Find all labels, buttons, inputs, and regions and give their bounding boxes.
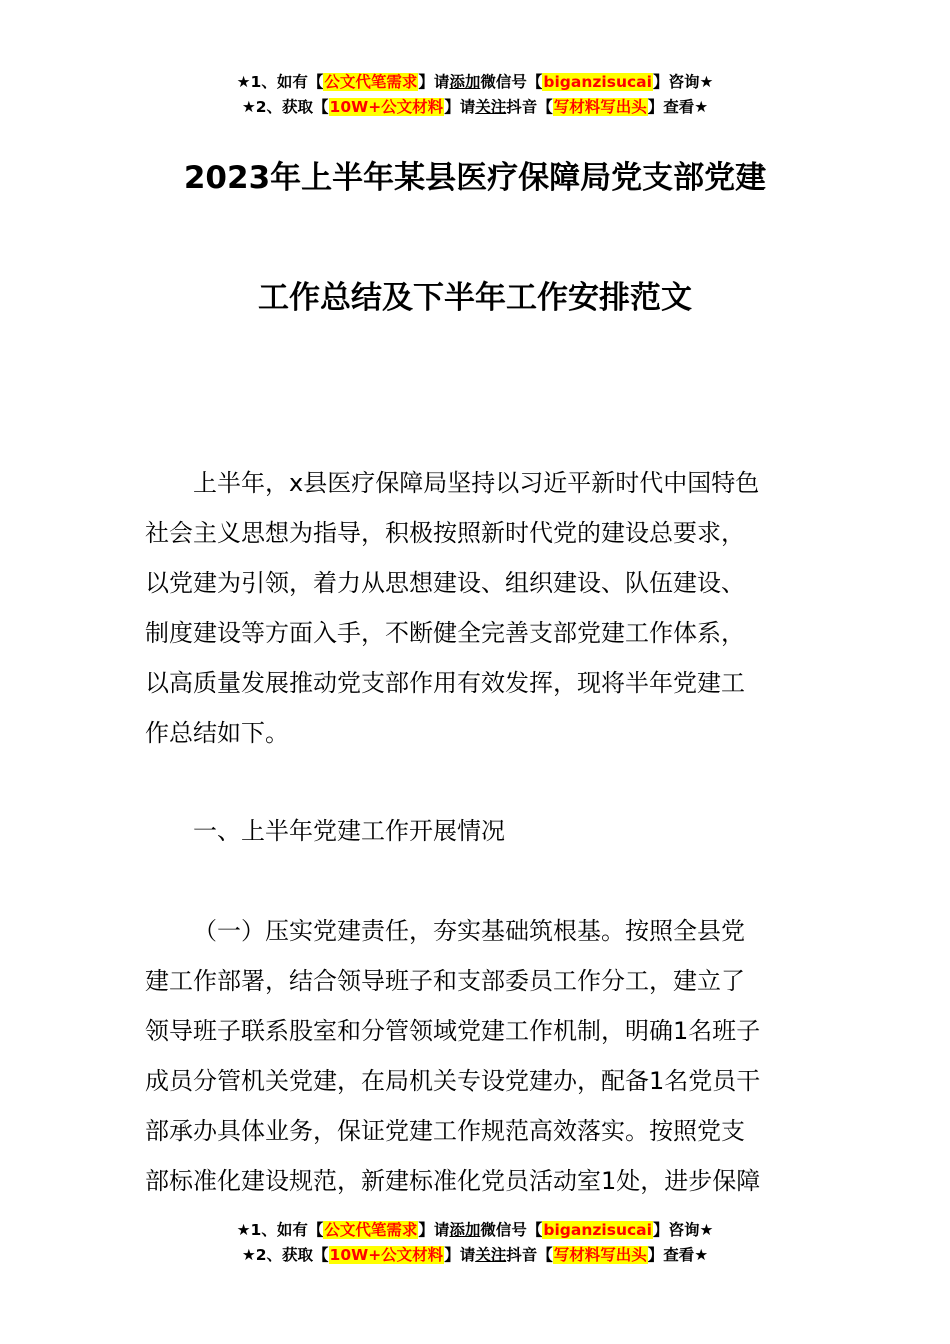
section-heading: 一、上半年党建工作开展情况 (193, 817, 505, 845)
banner-highlight: 公文代笔需求 (324, 73, 418, 91)
banner-highlight: 10W+公文材料 (329, 98, 444, 116)
footer-banner-line-1: ★1、如有【公文代笔需求】请添加微信号【biganzisucai】咨询★ (236, 1221, 714, 1239)
banner-highlight: 写材料写出头 (553, 98, 647, 116)
banner-highlight: 写材料写出头 (553, 1246, 647, 1264)
banner-highlight: biganzisucai (543, 1221, 652, 1239)
header-banner (0, 70, 950, 120)
page-title-line-1: 2023年上半年某县医疗保障局党支部党建 (183, 160, 767, 196)
banner-highlight: 公文代笔需求 (324, 1221, 418, 1239)
banner-highlight: 10W+公文材料 (329, 1246, 444, 1264)
banner-line-2: ★2、获取【10W+公文材料】请关注抖音【写材料写出头】查看★ (241, 98, 709, 116)
page-title-line-2: 工作总结及下半年工作安排范文 (258, 280, 692, 316)
body-paragraph-2: （一）压实党建责任，夯实基础筑根基。按照全县党 建工作部署，结合领导班子和支部委员工作分工，建立了 领导班子联系股室和分管领域党建工作机制，明确1名班子 成员分管机关党建，在局机关专设党建办，配备1名党员干 部承办具体业务，保证党建工作规范高效落实。按照党支 部标准化建设规范，新建标准化党员活动室1处，进步保障 (145, 917, 761, 1195)
banner-highlight: biganzisucai (543, 73, 652, 91)
footer-banner (0, 1218, 950, 1268)
body-paragraph-1: 上半年，x县医疗保障局坚持以习近平新时代中国特色 社会主义思想为指导，积极按照新时代党的建设总要求， 以党建为引领，着力从思想建设、组织建设、队伍建设、 制度建设等方面入手，不断健全完善支部党建工作体系， 以高质量发展推动党支部作用有效发挥，现将半年党建工 作总结如下。 (145, 469, 760, 747)
banner-line-1: ★1、如有【公文代笔需求】请添加微信号【biganzisucai】咨询★ (236, 73, 714, 91)
footer-banner-line-2: ★2、获取【10W+公文材料】请关注抖音【写材料写出头】查看★ (241, 1246, 709, 1264)
